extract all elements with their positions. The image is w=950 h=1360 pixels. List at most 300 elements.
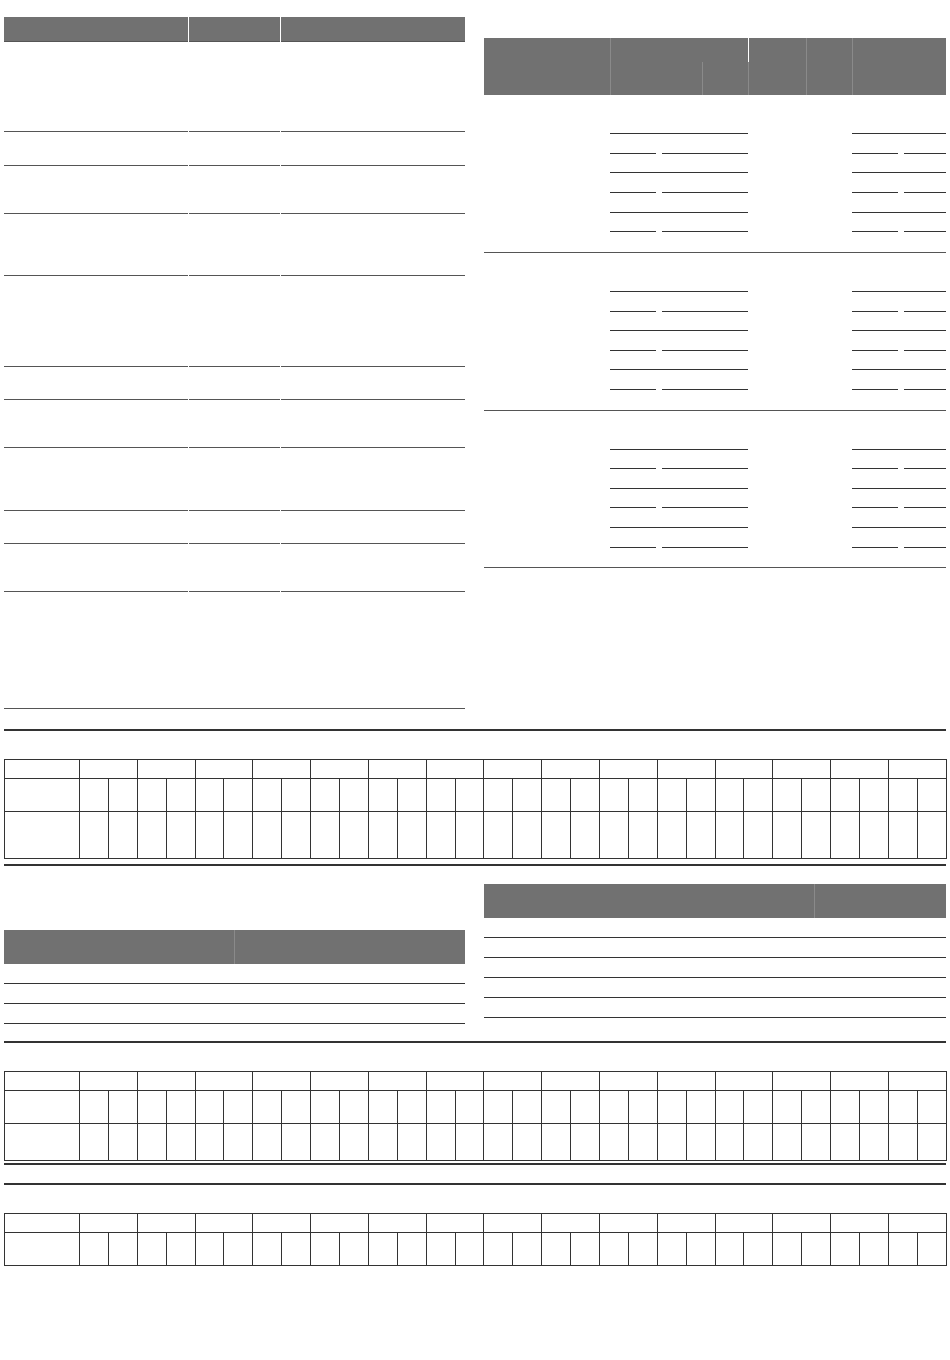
table-cell <box>748 489 806 509</box>
table-row <box>484 193 946 213</box>
table-row <box>484 548 946 568</box>
table-row <box>484 450 946 470</box>
header-cell <box>188 17 280 42</box>
grid-cell <box>426 812 455 859</box>
table-cell <box>702 193 748 213</box>
horizontal-rule <box>4 1183 946 1185</box>
grid-cell <box>224 779 253 812</box>
table-row <box>484 272 946 292</box>
grid-cell <box>542 1214 600 1233</box>
table-cell <box>484 469 610 489</box>
table-cell <box>656 370 702 390</box>
table-cell <box>748 115 806 135</box>
grid-cell <box>340 1233 369 1266</box>
table-cell <box>898 252 946 272</box>
table-cell <box>484 548 610 568</box>
table-cell <box>702 351 748 371</box>
grid-cell <box>311 1214 369 1233</box>
header-cell <box>280 17 465 42</box>
grid-cell <box>773 1214 831 1233</box>
table-cell <box>656 134 702 154</box>
table-cell <box>806 292 852 312</box>
grid-cell <box>368 779 397 812</box>
header-cell <box>610 62 702 95</box>
grid-cell <box>108 1233 137 1266</box>
table-cell <box>484 351 610 371</box>
table-cell <box>748 232 806 252</box>
grid-table <box>4 1071 947 1161</box>
grid-cell <box>657 779 686 812</box>
grid-cell <box>368 812 397 859</box>
table-cell <box>610 489 656 509</box>
table-cell <box>656 508 702 528</box>
grid-cell <box>311 1091 340 1124</box>
table-row <box>484 430 946 450</box>
table-cell <box>610 410 656 430</box>
grid-cell <box>744 812 773 859</box>
grid-cell <box>426 779 455 812</box>
grid-cell <box>657 760 715 779</box>
table-row <box>484 998 946 1018</box>
grid-cell <box>311 1072 369 1091</box>
table-cell <box>806 548 852 568</box>
grid-cell <box>484 1124 513 1161</box>
grid-cell <box>108 779 137 812</box>
table-row <box>4 592 465 709</box>
table-cell <box>806 351 852 371</box>
table-cell <box>898 548 946 568</box>
table-cell <box>484 528 610 548</box>
table-cell <box>656 154 702 174</box>
header-cell <box>852 38 946 95</box>
table-row <box>4 400 465 448</box>
table-cell <box>806 95 852 115</box>
table-cell <box>484 410 610 430</box>
table-cell <box>484 252 610 272</box>
table-cell <box>610 548 656 568</box>
grid-cell <box>888 1124 917 1161</box>
table-cell <box>484 331 610 351</box>
grid-cell <box>513 1233 542 1266</box>
grid-cell <box>397 1091 426 1124</box>
table-cell <box>702 173 748 193</box>
table-cell <box>484 232 610 252</box>
table-row <box>484 95 946 115</box>
table-cell <box>656 489 702 509</box>
table-cell <box>484 213 610 233</box>
table-cell <box>748 95 806 115</box>
grid-cell <box>5 1091 80 1124</box>
table-cell <box>898 154 946 174</box>
table-cell <box>748 450 806 470</box>
grid-cell <box>657 1072 715 1091</box>
table-cell <box>702 410 748 430</box>
table-cell <box>610 331 656 351</box>
grid-cell <box>137 1091 166 1124</box>
table-cell <box>852 508 898 528</box>
grid-cell <box>831 779 860 812</box>
table-cell <box>748 193 806 213</box>
table-cell <box>852 154 898 174</box>
header-cell <box>610 38 748 62</box>
table-cell <box>702 154 748 174</box>
grid-cell <box>137 760 195 779</box>
table-cell <box>806 134 852 154</box>
grid-cell <box>542 779 571 812</box>
table-row <box>484 351 946 371</box>
table-cell <box>852 292 898 312</box>
table-cell <box>898 410 946 430</box>
grid-cell <box>831 760 889 779</box>
table-cell <box>610 154 656 174</box>
table-cell <box>484 430 610 450</box>
grid-cell <box>137 1072 195 1091</box>
table-cell <box>702 430 748 450</box>
grid-cell <box>773 1072 831 1091</box>
table-row <box>484 312 946 332</box>
grid-cell <box>5 1233 80 1266</box>
grid-cell <box>253 1214 311 1233</box>
grid-cell <box>80 1233 109 1266</box>
table-cell <box>852 312 898 332</box>
grid-cell <box>917 812 946 859</box>
table-row <box>4 214 465 276</box>
table-cell <box>806 252 852 272</box>
table-cell <box>610 430 656 450</box>
table-cell <box>852 193 898 213</box>
table-cell <box>748 173 806 193</box>
grid-cell <box>888 1233 917 1266</box>
table-cell <box>898 370 946 390</box>
table-cell <box>610 469 656 489</box>
header-cell <box>484 38 610 95</box>
grid-cell <box>340 1124 369 1161</box>
table-row <box>484 213 946 233</box>
table-row <box>484 469 946 489</box>
table-cell <box>656 390 702 410</box>
table-cell <box>610 213 656 233</box>
table-cell <box>748 213 806 233</box>
table-cell <box>702 134 748 154</box>
grid-cell <box>311 812 340 859</box>
table-cell <box>748 272 806 292</box>
table-cell <box>656 115 702 135</box>
table-cell <box>852 272 898 292</box>
grid-cell <box>686 1233 715 1266</box>
grid-cell <box>513 1124 542 1161</box>
grid-cell <box>426 1214 484 1233</box>
table-cell <box>484 450 610 470</box>
table-row <box>484 489 946 509</box>
table-cell <box>702 232 748 252</box>
table-cell <box>656 232 702 252</box>
table-row <box>484 232 946 252</box>
table-cell <box>806 213 852 233</box>
grid-cell <box>600 1124 629 1161</box>
grid-cell <box>715 1091 744 1124</box>
grid-cell <box>628 1124 657 1161</box>
table-row <box>484 154 946 174</box>
top-right-table <box>484 38 946 568</box>
table-row <box>484 370 946 390</box>
table-row <box>484 134 946 154</box>
table-cell <box>852 548 898 568</box>
grid-cell <box>715 1124 744 1161</box>
table-row <box>484 508 946 528</box>
table-cell <box>852 173 898 193</box>
grid-cell <box>195 1124 224 1161</box>
table-cell <box>806 390 852 410</box>
horizontal-rule <box>4 729 946 731</box>
grid-cell <box>166 1091 195 1124</box>
table-cell <box>898 95 946 115</box>
table-header-row <box>4 17 465 42</box>
table-cell <box>898 331 946 351</box>
grouped-table-body <box>484 95 946 568</box>
grid-cell <box>340 1091 369 1124</box>
table-cell <box>898 390 946 410</box>
table-cell <box>610 370 656 390</box>
grid-cell <box>195 779 224 812</box>
table-cell <box>610 272 656 292</box>
table-cell <box>610 193 656 213</box>
table-cell <box>852 489 898 509</box>
header-cell <box>748 38 806 95</box>
grid-cell <box>888 779 917 812</box>
grid-cell <box>282 1124 311 1161</box>
grid-cell <box>831 1214 889 1233</box>
table-cell <box>610 292 656 312</box>
grid-cell <box>657 1214 715 1233</box>
grid-cell <box>657 1091 686 1124</box>
grid-cell <box>484 1214 542 1233</box>
grid-cell <box>715 1072 773 1091</box>
table-cell <box>748 528 806 548</box>
grid-cell <box>571 779 600 812</box>
grid-cell <box>600 1214 658 1233</box>
table-cell <box>852 351 898 371</box>
header-cell <box>4 17 188 42</box>
grid-cell <box>426 1124 455 1161</box>
grid-cell <box>426 1072 484 1091</box>
grid-cell <box>340 812 369 859</box>
grid-cell <box>195 760 253 779</box>
table-cell <box>748 469 806 489</box>
table-header-row <box>484 38 946 62</box>
table-cell <box>610 252 656 272</box>
table-cell <box>748 508 806 528</box>
grid-cell <box>253 1091 282 1124</box>
grid-cell <box>5 812 80 859</box>
grid-cell <box>195 1072 253 1091</box>
grid-cell <box>195 1091 224 1124</box>
grid-cell <box>715 760 773 779</box>
table-cell <box>702 213 748 233</box>
grid-cell <box>253 760 311 779</box>
table-cell <box>702 370 748 390</box>
table-cell <box>852 232 898 252</box>
grid-cell <box>600 779 629 812</box>
header-cell <box>814 884 946 918</box>
grid-cell <box>137 1124 166 1161</box>
table-row <box>484 252 946 272</box>
table-cell <box>748 292 806 312</box>
table-row <box>484 115 946 135</box>
grid-row <box>5 1091 947 1124</box>
table-row <box>484 958 946 978</box>
grid-cell <box>397 812 426 859</box>
grid-cell <box>802 1233 831 1266</box>
table-cell <box>656 272 702 292</box>
table-cell <box>748 351 806 371</box>
grid-cell <box>773 760 831 779</box>
table-cell <box>656 548 702 568</box>
grid-cell <box>628 1233 657 1266</box>
table-cell <box>484 370 610 390</box>
grid-cell <box>224 812 253 859</box>
grid-cell <box>860 812 889 859</box>
grid-cell <box>600 1091 629 1124</box>
grid-cell <box>282 1233 311 1266</box>
table-row <box>4 1004 465 1024</box>
grid-cell <box>5 1072 80 1091</box>
table-row <box>484 331 946 351</box>
grid-cell <box>311 760 369 779</box>
table-cell <box>748 548 806 568</box>
table-cell <box>656 450 702 470</box>
grid-cell <box>542 1233 571 1266</box>
table-cell <box>898 193 946 213</box>
grid-cell <box>888 812 917 859</box>
grid-row <box>5 1233 947 1266</box>
table-cell <box>610 351 656 371</box>
middle-right-table <box>484 884 946 1018</box>
grid-cell <box>484 812 513 859</box>
table-cell <box>852 213 898 233</box>
table-cell <box>702 115 748 135</box>
grid-cell <box>5 760 80 779</box>
grid-cell <box>744 1233 773 1266</box>
table-cell <box>610 312 656 332</box>
grid-cell <box>917 779 946 812</box>
table-cell <box>852 115 898 135</box>
grid-cell <box>455 1091 484 1124</box>
table-cell <box>484 134 610 154</box>
table-cell <box>656 173 702 193</box>
table-cell <box>610 134 656 154</box>
table-cell <box>748 410 806 430</box>
table-cell <box>806 272 852 292</box>
grid-cell <box>802 1124 831 1161</box>
table-cell <box>610 528 656 548</box>
table-cell <box>852 450 898 470</box>
table-cell <box>898 351 946 371</box>
grid-cell <box>773 1124 802 1161</box>
grid-cell <box>773 779 802 812</box>
table-cell <box>806 154 852 174</box>
table-cell <box>806 232 852 252</box>
grid-cell <box>253 779 282 812</box>
grid-cell <box>600 812 629 859</box>
grid-cell <box>80 1214 138 1233</box>
grid-cell <box>137 779 166 812</box>
grid-cell <box>484 1091 513 1124</box>
grid-row <box>5 1124 947 1161</box>
grid-cell <box>542 1091 571 1124</box>
grid-cell <box>571 1124 600 1161</box>
table-cell <box>484 193 610 213</box>
table-cell <box>610 508 656 528</box>
middle-left-table <box>4 930 465 1024</box>
grid-cell <box>426 760 484 779</box>
table-row <box>4 984 465 1004</box>
grid-cell <box>600 760 658 779</box>
table-cell <box>898 430 946 450</box>
grid-cell <box>368 1072 426 1091</box>
table-cell <box>806 312 852 332</box>
grid-cell <box>917 1233 946 1266</box>
table-cell <box>702 252 748 272</box>
grid-cell <box>686 779 715 812</box>
header-cell <box>702 62 748 95</box>
grid-cell <box>253 1072 311 1091</box>
grid-cell <box>657 1233 686 1266</box>
grid-cell <box>571 812 600 859</box>
grid-cell <box>368 760 426 779</box>
table-cell <box>806 193 852 213</box>
table-cell <box>484 489 610 509</box>
grid-cell <box>831 1124 860 1161</box>
table-cell <box>806 489 852 509</box>
table-row <box>484 978 946 998</box>
table-cell <box>702 450 748 470</box>
table-cell <box>898 508 946 528</box>
grid-cell <box>311 1124 340 1161</box>
table-cell <box>656 351 702 371</box>
grid-cell <box>224 1233 253 1266</box>
table-cell <box>852 430 898 450</box>
table-cell <box>702 508 748 528</box>
grid-row <box>5 812 947 859</box>
horizontal-rule <box>4 1041 946 1043</box>
grid-header-row <box>5 1072 947 1091</box>
table-cell <box>898 450 946 470</box>
grid-cell <box>600 1233 629 1266</box>
table-cell <box>610 115 656 135</box>
grid-cell <box>513 1091 542 1124</box>
grid-cell <box>282 812 311 859</box>
header-cell <box>4 930 234 964</box>
grid-cell <box>426 1091 455 1124</box>
grid-cell <box>860 779 889 812</box>
grid-cell <box>253 1124 282 1161</box>
grid-header-row <box>5 1214 947 1233</box>
grid-cell <box>860 1233 889 1266</box>
table-row <box>4 42 465 132</box>
grid-cell <box>397 1233 426 1266</box>
table-cell <box>748 312 806 332</box>
grid-cell <box>888 1091 917 1124</box>
grid-cell <box>368 1091 397 1124</box>
grid-cell <box>686 812 715 859</box>
table-cell <box>702 390 748 410</box>
grid-cell <box>311 1233 340 1266</box>
horizontal-rule <box>4 864 946 866</box>
grid-cell <box>484 760 542 779</box>
header-cell <box>806 38 852 95</box>
grid-cell <box>802 812 831 859</box>
grid-cell <box>368 1124 397 1161</box>
